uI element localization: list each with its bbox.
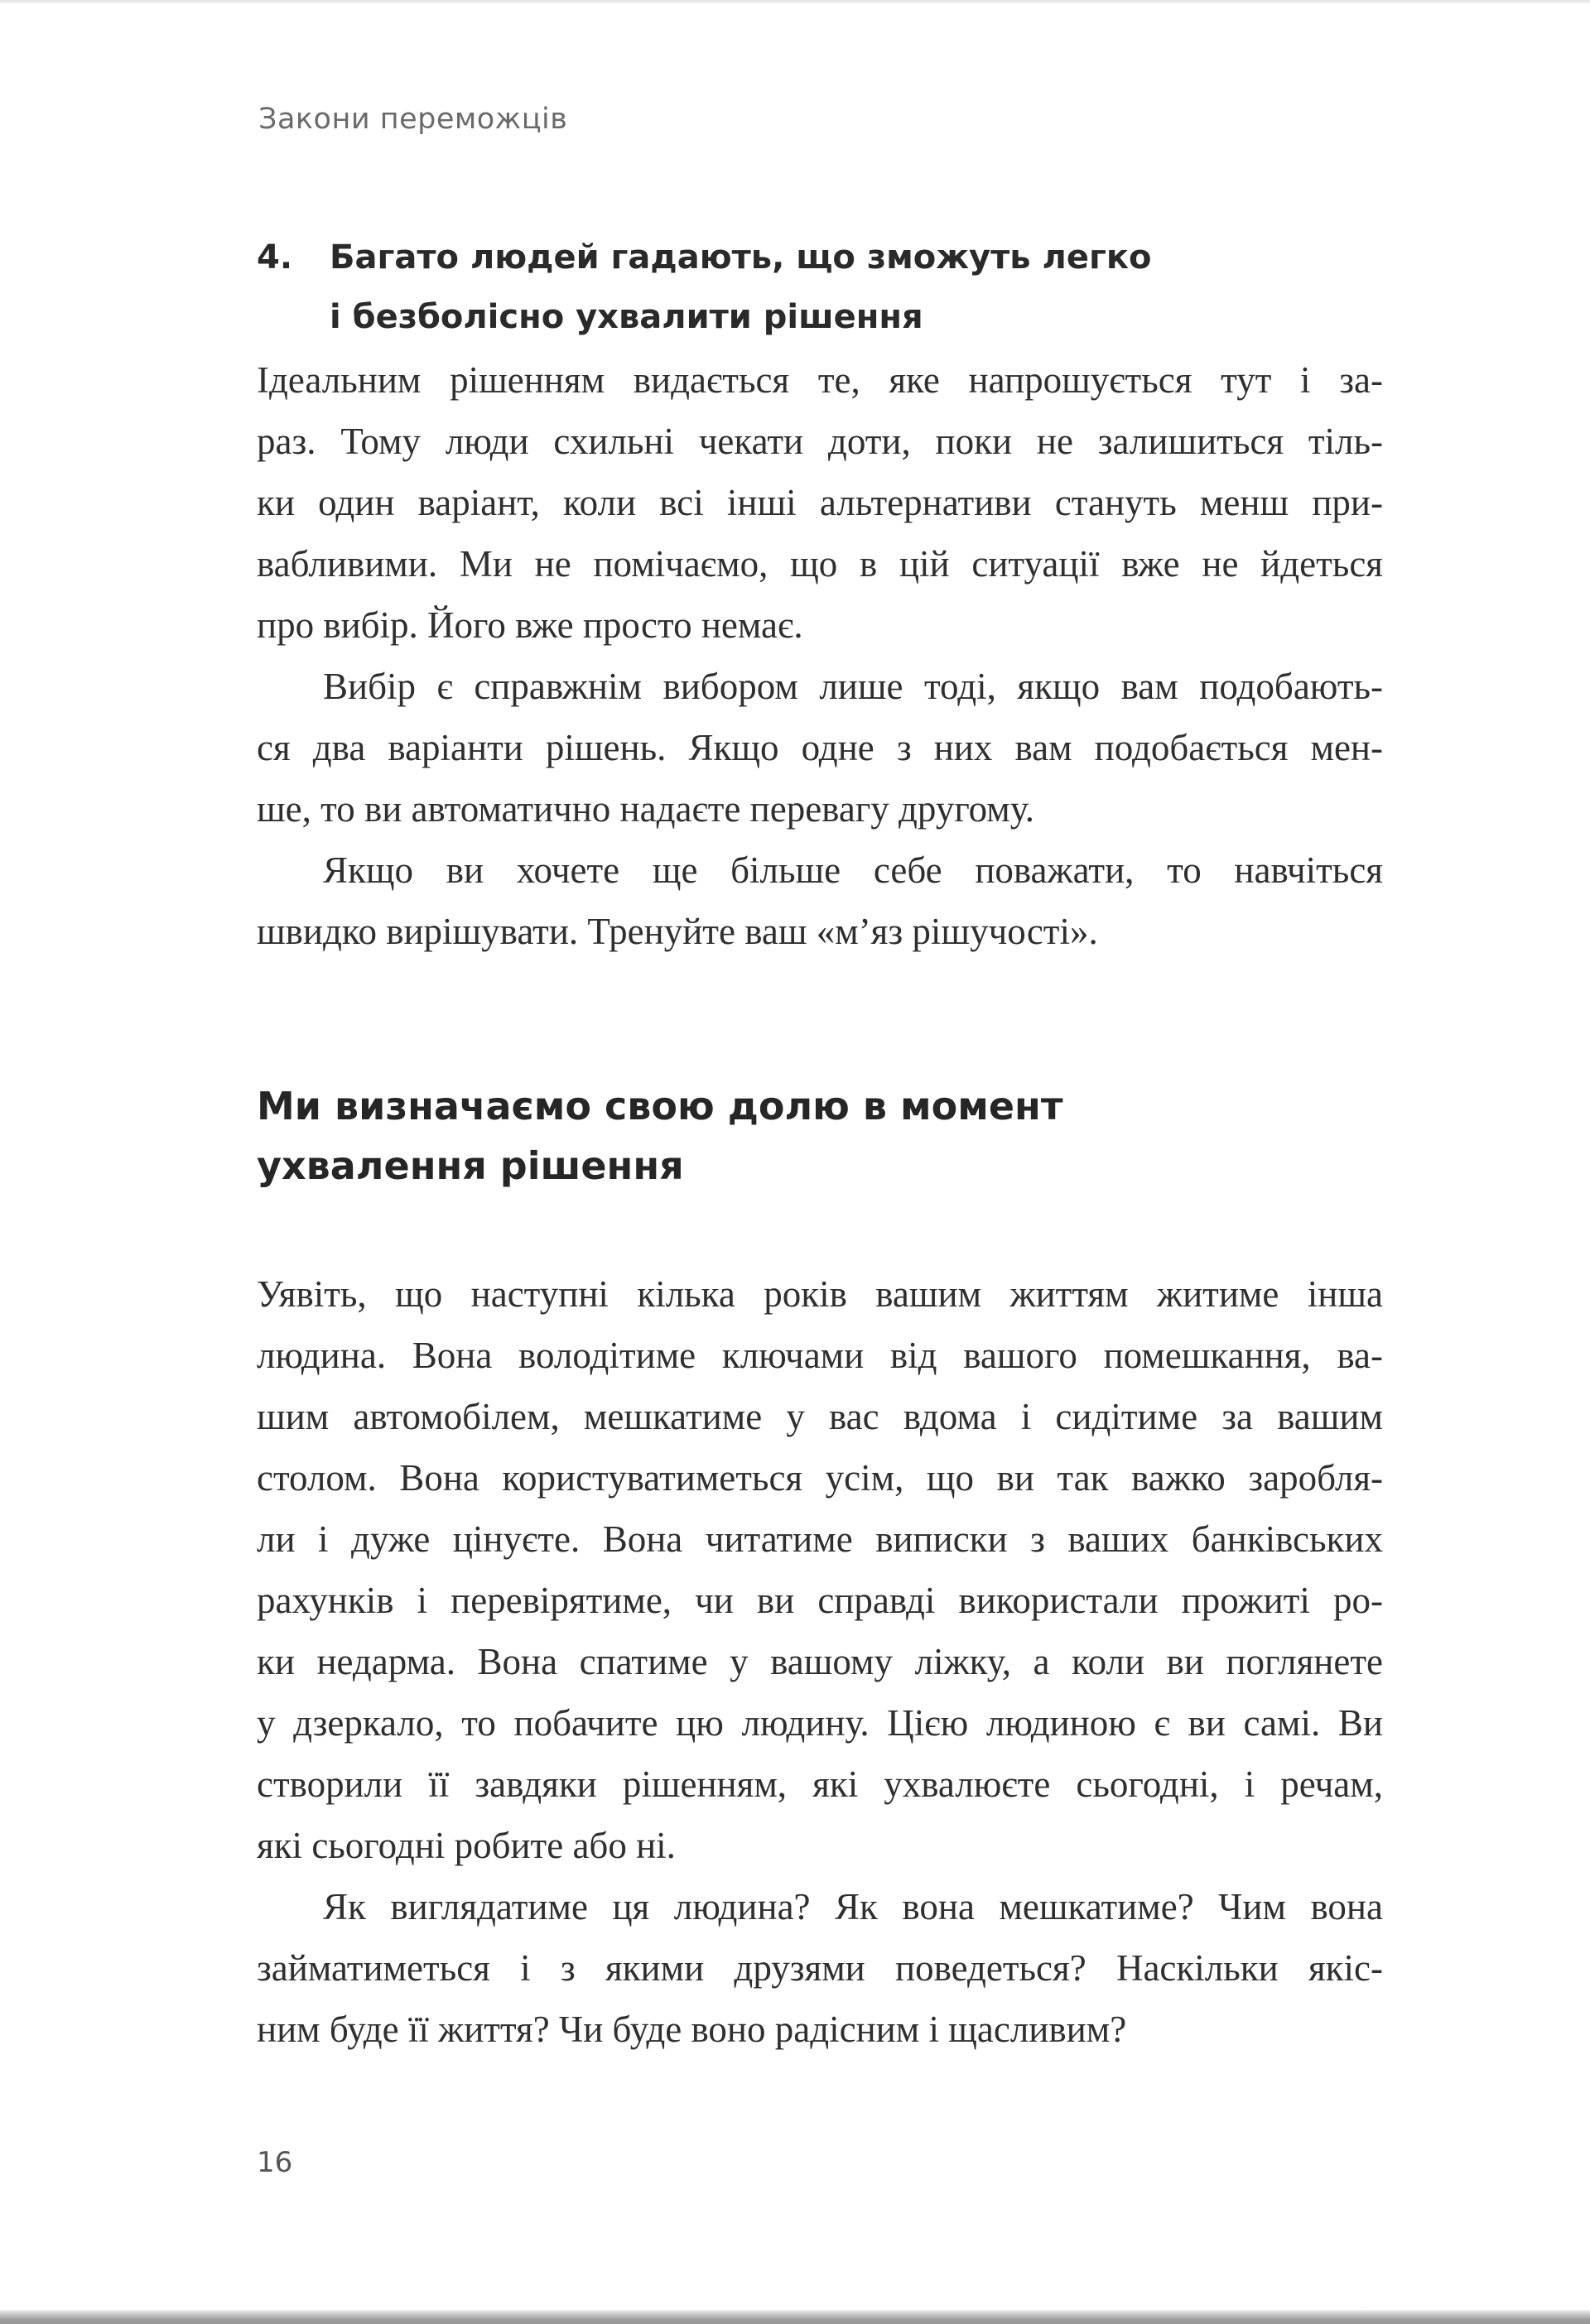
- paragraph: [257, 656, 1383, 840]
- paragraph: [257, 840, 1383, 962]
- text-line: Вибір є справжнім вибором лише тоді, якщо вам подобають-: [323, 666, 1383, 707]
- text-line: створили її завдяки рішенням, які ухвалюєте сьогодні, і речам,: [257, 1763, 1383, 1805]
- page-number: 16: [257, 2146, 293, 2179]
- text-line: рахунків і перевірятиме, чи ви справді використали прожиті ро-: [257, 1580, 1383, 1621]
- text-line: ли і дуже цінуєте. Вона читатиме виписки з ваших банківських: [257, 1518, 1383, 1560]
- viewer-bottom-edge: [0, 2310, 1590, 2324]
- text-line: ся два варіанти рішень. Якщо одне з них вам подобається мен-: [257, 727, 1383, 768]
- paragraph: [257, 1263, 1383, 1876]
- text-line: ше, то ви автоматично надаєте перевагу другому.: [257, 788, 1035, 830]
- text-line: про вибір. Його вже просто немає.: [257, 604, 803, 646]
- running-head: Закони переможців: [258, 103, 568, 136]
- heading-line: і безболісно ухвалити рішення: [330, 298, 923, 336]
- section-heading-line: ухвалення рішення: [257, 1143, 684, 1188]
- section-heading-line: Ми визначаємо свою долю в момент: [257, 1084, 1063, 1128]
- text-line: Якщо ви хочете ще більше себе поважати, то навчіться: [323, 849, 1383, 891]
- text-line: ним буде її життя? Чи буде воно радісним і щасливим?: [257, 2009, 1127, 2050]
- section-1-body: [257, 349, 1383, 962]
- section-heading: [257, 1076, 1250, 1196]
- list-item-heading-text: [330, 228, 1168, 347]
- text-line: Ідеальним рішенням видається те, яке напрошується тут і за-: [257, 359, 1383, 401]
- text-line: столом. Вона користуватиметься усім, що ви так важко заробля-: [257, 1457, 1383, 1499]
- text-line: ки один варіант, коли всі інші альтернативи стануть менш при-: [257, 482, 1383, 523]
- text-line: раз. Тому люди схильні чекати доти, поки не залишиться тіль-: [257, 421, 1383, 462]
- text-line: швидко вирішувати. Тренуйте ваш «м’яз рішучості».: [257, 911, 1098, 952]
- list-item-number: 4.: [257, 238, 293, 277]
- list-item-heading: [257, 228, 1168, 347]
- text-line: у дзеркало, то побачите цю людину. Цією людиною є ви самі. Ви: [257, 1702, 1383, 1744]
- text-line: Уявіть, що наступні кілька років вашим життям житиме інша: [257, 1273, 1383, 1315]
- text-line: Як виглядатиме ця людина? Як вона мешкатиме? Чим вона: [323, 1886, 1383, 1927]
- text-line: які сьогодні робите або ні.: [257, 1825, 676, 1866]
- paragraph: [257, 349, 1383, 656]
- heading-line: Багато людей гадають, що зможуть легко: [330, 238, 1152, 277]
- text-line: людина. Вона володітиме ключами від вашого помешкання, ва-: [257, 1335, 1383, 1376]
- text-line: шим автомобілем, мешкатиме у вас вдома і сидітиме за вашим: [257, 1396, 1383, 1437]
- text-line: займатиметься і з якими друзями поведеться? Наскільки якіс-: [257, 1947, 1383, 1989]
- section-2-body: [257, 1263, 1383, 2060]
- text-line: вабливими. Ми не помічаємо, що в цій ситуації вже не йдеться: [257, 543, 1383, 585]
- paragraph: [257, 1876, 1383, 2060]
- text-line: ки недарма. Вона спатиме у вашому ліжку, а коли ви поглянете: [257, 1641, 1383, 1682]
